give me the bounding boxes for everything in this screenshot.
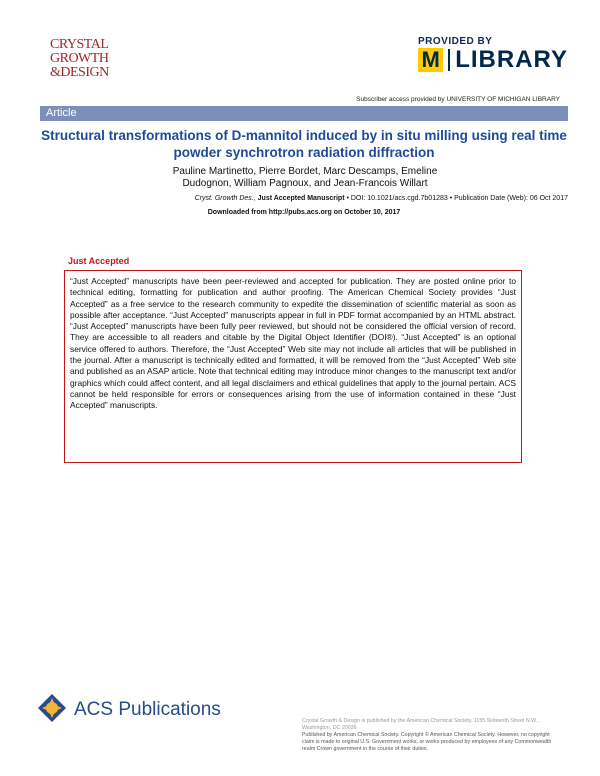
publisher-footer bbox=[302, 718, 552, 753]
just-accepted-text: “Just Accepted” manuscripts have been peer-reviewed and accepted for publication. They are posted online prior to technical editing, formatting for publication and author proofing. The American Chemical Society provides “Just Accepted” as a free service to the research community to expedite the dissemination of scientific material as soon as possible after acceptance. “Just Accepted” manuscripts appear in full in PDF format accompanied by an HTML abstract. “Just Accepted” manuscripts have been fully peer reviewed, but should not be considered the official version of record. They are accessible to all readers and citable by the Digital Object Identifier (DOI®). “Just Accepted” is an optional service offered to authors. Therefore, the “Just Accepted” Web site may not include all articles that will be published in the journal. After a manuscript is technically edited and formatted, it will be removed from the “Just Accepted” Web site and published as an ASAP article. Note that technical editing may introduce minor changes to the manuscript text and/or graphics which could affect content, and all legal disclaimers and ethical guidelines that apply to the journal pertain. ACS cannot be held responsible for errors or consequences arising from the use of information contained in these “Just Accepted” manuscripts. bbox=[70, 276, 516, 411]
acs-logo-icon bbox=[36, 692, 68, 724]
divider bbox=[448, 49, 450, 71]
article-type-bar bbox=[40, 106, 568, 121]
download-note: Downloaded from http://pubs.acs.org on October 10, 2017 bbox=[207, 209, 401, 216]
citation-status: Just Accepted Manuscript bbox=[257, 195, 345, 202]
footer-publisher-line: Crystal Growth & Design is published by the American Chemical Society. 1155 Sixteenth Street N.W., Washington, DC 20036 bbox=[302, 718, 539, 731]
journal-logo-line: CRYSTAL bbox=[50, 37, 109, 52]
footer-copyright-line: Published by American Chemical Society. Copyright © American Chemical Society. However, no copyright claim is made to original U.S. Government works, or works produced by employees of any Commonwealth realm Crown government in the course of their duties. bbox=[302, 732, 552, 752]
citation-separator: , bbox=[253, 195, 256, 202]
just-accepted-heading: Just Accepted bbox=[68, 256, 130, 266]
journal-logo-line: &DESIGN bbox=[50, 65, 109, 80]
article-type-label: Article bbox=[46, 107, 77, 119]
provider-logo bbox=[418, 36, 568, 72]
citation-journal: Cryst. Growth Des. bbox=[194, 195, 254, 202]
block-m-icon: M bbox=[418, 48, 443, 72]
paper-title: Structural transformations of D-mannitol induced by in situ milling using real time powder synchrotron radiation diffraction bbox=[41, 128, 567, 160]
just-accepted-box bbox=[64, 270, 522, 463]
paper-authors: Pauline Martinetto, Pierre Bordet, Marc Descamps, Emeline Dudognon, William Pagnoux, and Jean-Francois Willart bbox=[172, 166, 438, 189]
citation-doi: • DOI: 10.1021/acs.cgd.7b01283 • Publication Date (Web): 06 Oct 2017 bbox=[344, 195, 568, 202]
journal-logo bbox=[50, 38, 130, 80]
library-name: LIBRARY bbox=[455, 46, 568, 73]
acs-publications-logo: ACS Publications bbox=[74, 699, 221, 720]
citation-line bbox=[195, 195, 568, 202]
provided-by-label: PROVIDED BY bbox=[418, 36, 493, 47]
journal-logo-line: GROWTH bbox=[50, 51, 109, 66]
subscriber-access-note: Subscriber access provided by UNIVERSITY OF MICHIGAN LIBRARY bbox=[356, 96, 560, 103]
